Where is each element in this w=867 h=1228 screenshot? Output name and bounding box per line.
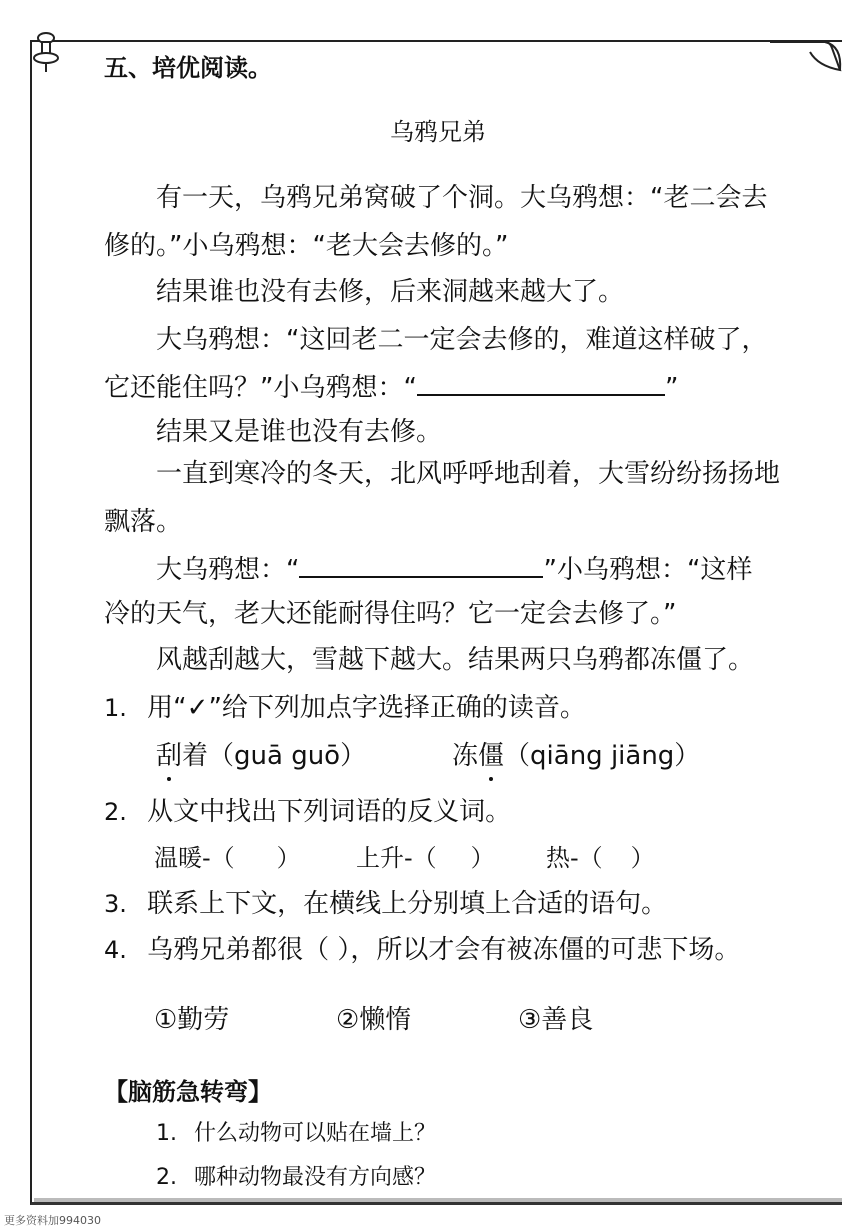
- section-title: 五、培优阅读。: [104, 54, 272, 82]
- story-text: 大乌鸦想：“: [156, 555, 300, 585]
- folded-corner-icon: [770, 40, 850, 80]
- riddle-text: 什么动物可以贴在墙上？: [194, 1121, 437, 1146]
- question-number: 3.: [104, 890, 127, 918]
- answer-blank-2[interactable]: [299, 552, 543, 578]
- question-number: 2.: [104, 798, 127, 826]
- story-line: 结果又是谁也没有去修。: [156, 417, 443, 447]
- pinyin-choice-2[interactable]: [452, 740, 700, 772]
- antonym-close: ）: [470, 844, 495, 872]
- pinyin-options: （qiāng jiāng）: [504, 741, 701, 771]
- story-line: 一直到寒冷的冬天，北风呼呼地刮着，大雪纷纷扬扬地: [156, 459, 781, 489]
- question-1: [104, 692, 586, 724]
- option-2[interactable]: ②懒惰: [336, 1005, 412, 1035]
- antonym-close: ）: [630, 844, 655, 872]
- dotted-char: 刮: [156, 741, 183, 771]
- question-text: ”给下列加点字选择正确的读音。: [208, 693, 586, 723]
- riddle-number: 1.: [156, 1121, 177, 1146]
- footer-watermark: 更多资料加994030: [4, 1214, 101, 1227]
- story-text: 它还能住吗？”小乌鸦想：“: [104, 373, 417, 403]
- question-3: [104, 888, 667, 920]
- antonym-close: ）: [276, 844, 301, 872]
- story-line: 修的。”小乌鸦想：“老大会去修的。”: [104, 231, 509, 261]
- answer-blank-1[interactable]: [417, 370, 665, 396]
- story-line: 有一天，乌鸦兄弟窝破了个洞。大乌鸦想：“老二会去: [156, 183, 768, 213]
- option-3[interactable]: ③善良: [518, 1005, 594, 1035]
- pinyin-choice-1[interactable]: [156, 740, 366, 772]
- riddle-item: [156, 1118, 436, 1150]
- pinyin-options: 着（guā guō）: [182, 741, 367, 771]
- plain-char: 冻: [452, 741, 479, 771]
- antonym-word: 上升-（: [356, 844, 437, 872]
- page-shadow: [34, 1198, 842, 1202]
- antonym-item-2[interactable]: [356, 842, 495, 874]
- pushpin-icon: [30, 30, 64, 74]
- antonym-word: 温暖-（: [154, 844, 235, 872]
- question-text: 从文中找出下列词语的反义词。: [147, 797, 512, 827]
- riddle-title: 【脑筋急转弯】: [104, 1078, 272, 1106]
- question-4: [104, 934, 740, 966]
- question-text: 乌鸦兄弟都很（ ），所以才会有被冻僵的可悲下场。: [147, 935, 741, 965]
- antonym-item-3[interactable]: [546, 842, 655, 874]
- story-line: 风越刮越大，雪越下越大。结果两只乌鸦都冻僵了。: [156, 645, 755, 675]
- riddle-text: 哪种动物最没有方向感？: [194, 1165, 437, 1190]
- option-1[interactable]: ①勤劳: [154, 1005, 230, 1035]
- question-number: 1.: [104, 694, 127, 722]
- question-text: 联系上下文，在横线上分别填上合适的语句。: [147, 889, 668, 919]
- story-title: 乌鸦兄弟: [390, 118, 486, 146]
- dotted-char: 僵: [478, 741, 505, 771]
- story-line: 冷的天气，老大还能耐得住吗？它一定会去修了。”: [104, 599, 677, 629]
- question-number: 4.: [104, 936, 127, 964]
- story-line: 飘落。: [104, 507, 183, 537]
- story-line: 大乌鸦想：“这回老二一定会去修的，难道这样破了，: [156, 325, 768, 355]
- antonym-item-1[interactable]: [154, 842, 301, 874]
- story-line: 结果谁也没有去修，后来洞越来越大了。: [156, 277, 625, 307]
- check-mark-icon: ✓: [186, 693, 209, 723]
- riddle-item: [156, 1162, 436, 1194]
- story-text: ”小乌鸦想：“这样: [543, 555, 753, 585]
- question-2: [104, 796, 511, 828]
- antonym-word: 热-（: [546, 844, 603, 872]
- story-text: ”: [664, 373, 679, 403]
- question-text: 用“: [147, 693, 187, 723]
- story-line-with-blank: [104, 370, 678, 404]
- story-line-with-blank: [156, 552, 752, 586]
- riddle-number: 2.: [156, 1165, 177, 1190]
